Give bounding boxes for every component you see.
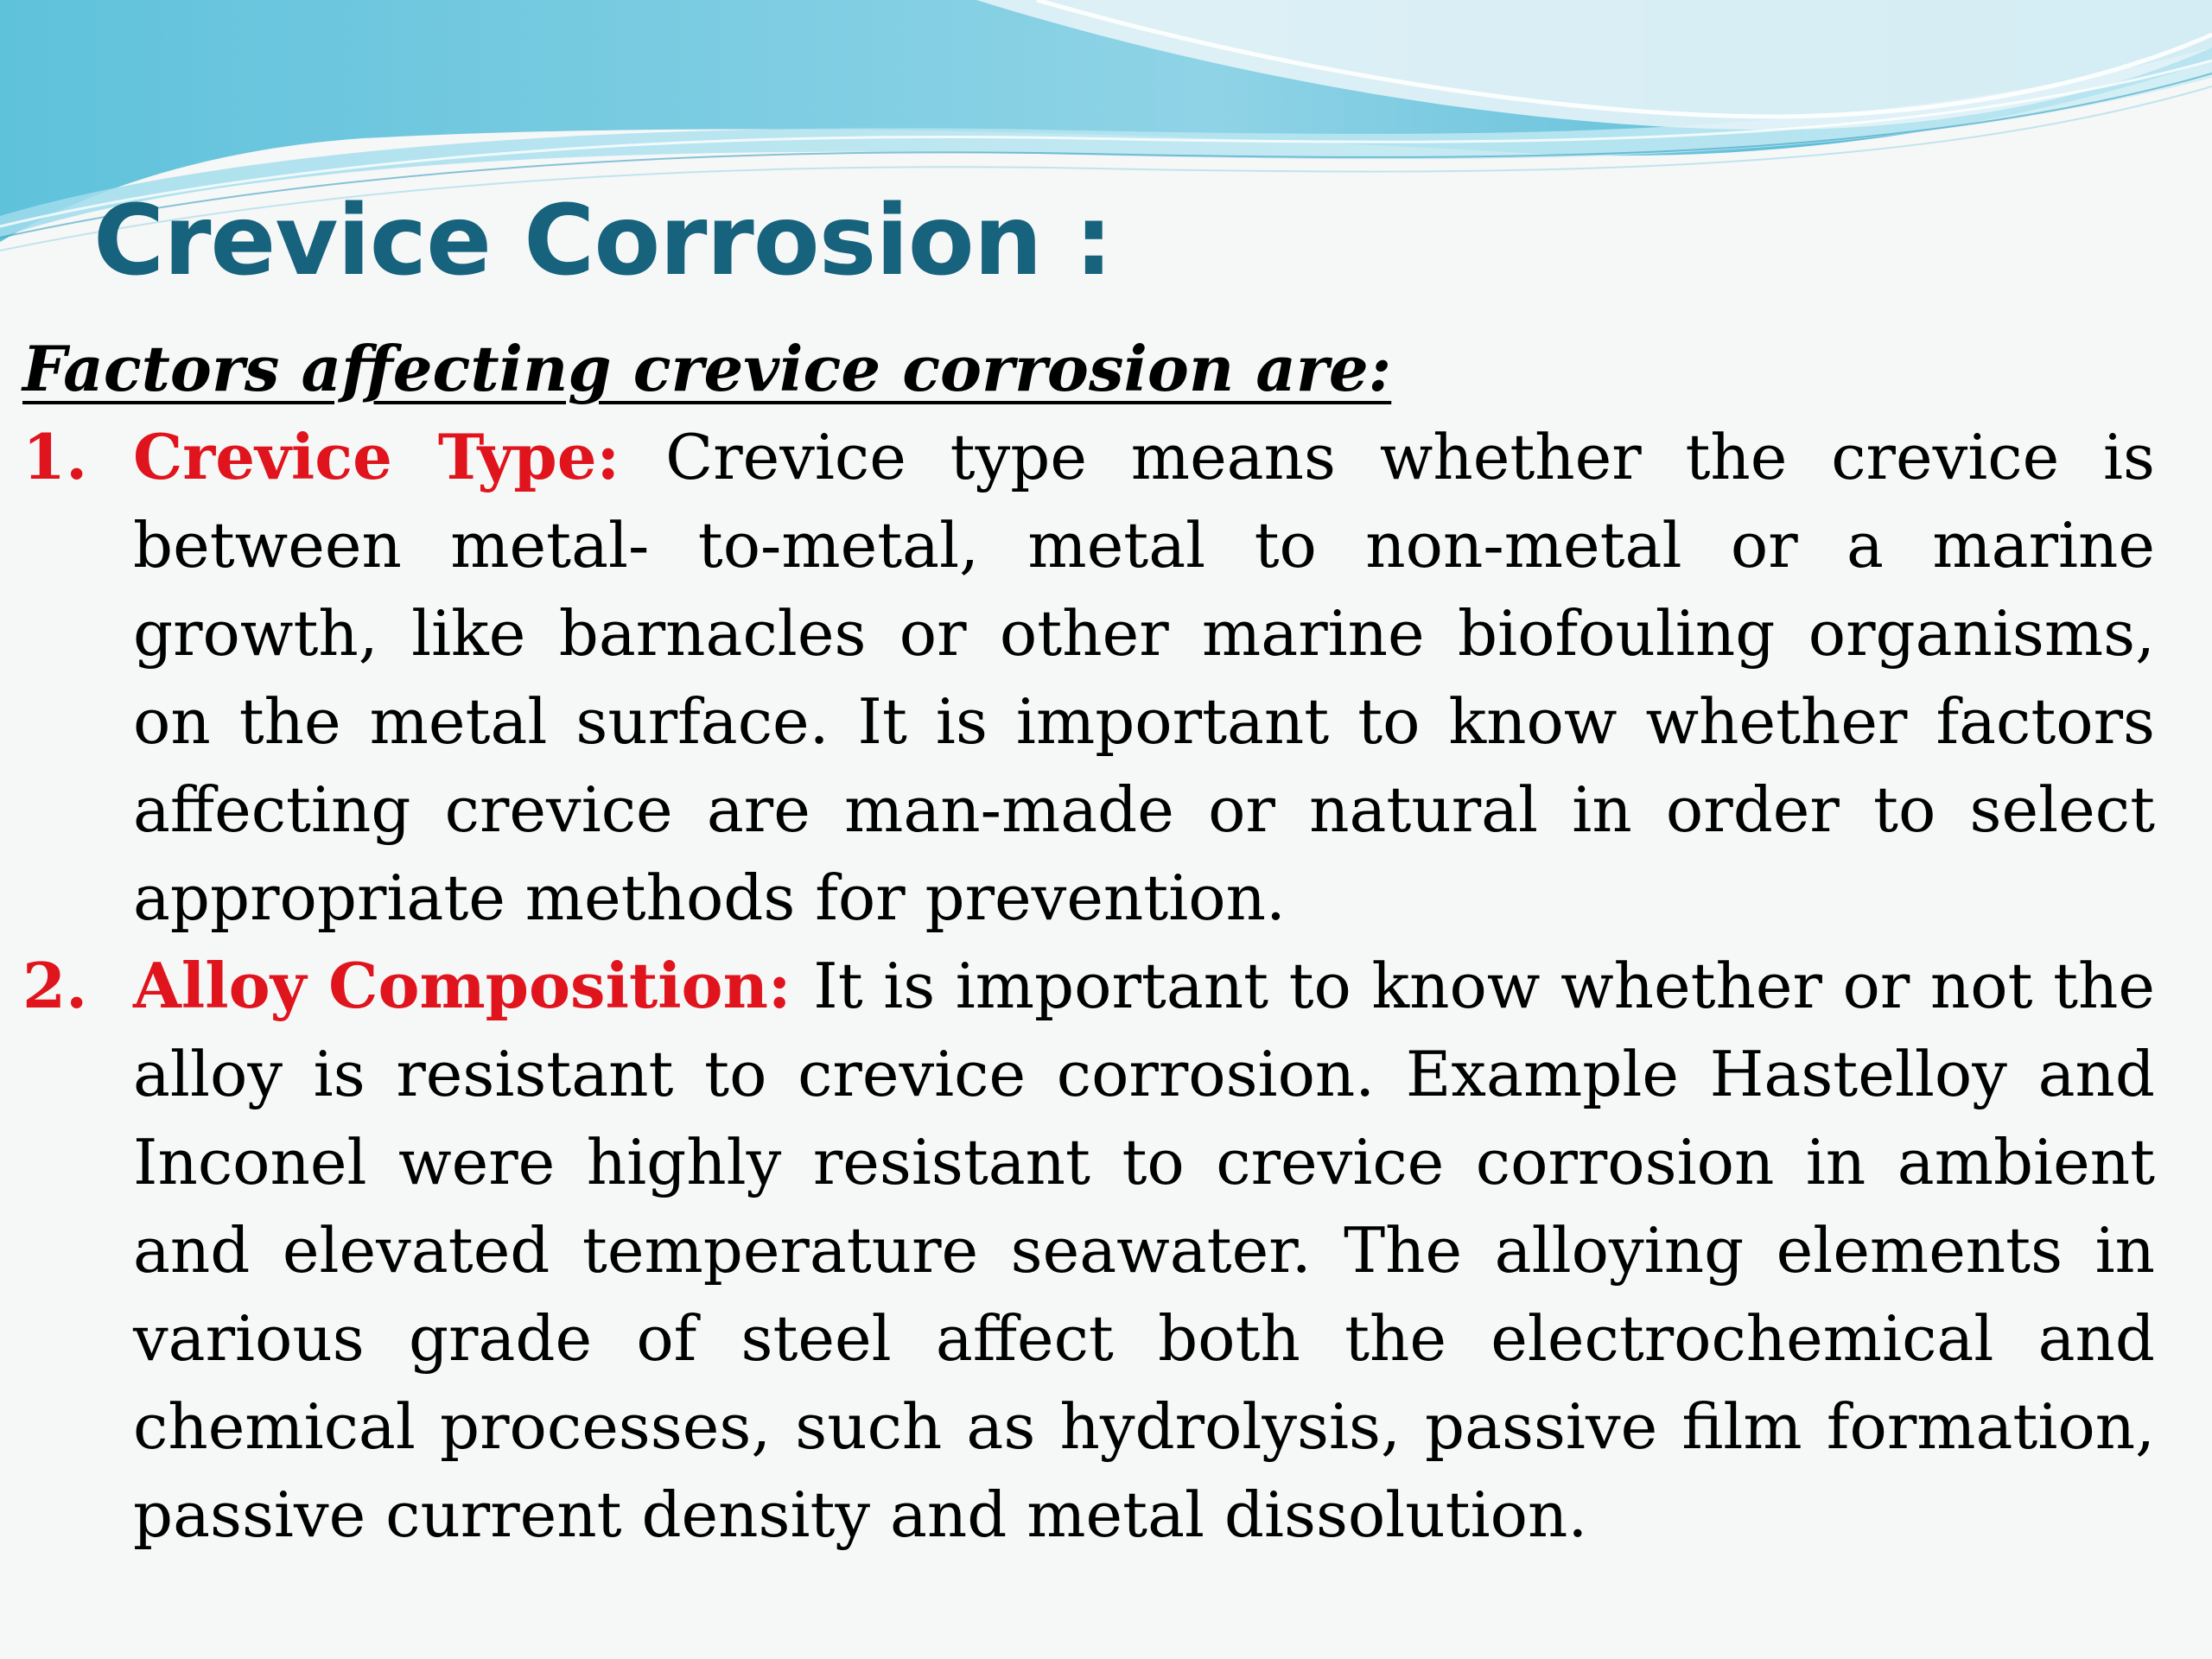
factors-heading: Factors affecting crevice corrosion are: bbox=[22, 332, 1392, 405]
factors-list bbox=[22, 413, 2155, 1559]
list-number: 1. bbox=[22, 420, 88, 493]
factor-item-alloy-composition bbox=[22, 942, 2155, 1559]
list-number: 2. bbox=[22, 949, 88, 1022]
factor-item-crevice-type bbox=[22, 413, 2155, 942]
factor-description: Crevice type means whether the crevice is between metal- to-metal, metal to non-metal or a marine growth, like barnacles or other marine biofouling organisms, on the metal surface. It is important to know whether factors affecting crevice are man-made or natural in order to select appropriate methods for prevention. bbox=[133, 421, 2155, 934]
factor-term: Crevice Type: bbox=[133, 420, 666, 493]
factor-term: Alloy Composition: bbox=[133, 949, 814, 1022]
slide-title: Crevice Corrosion : bbox=[93, 185, 1113, 297]
factor-description: It is important to know whether or not the alloy is resistant to crevice corrosion. Example Hastelloy and Inconel were highly resistant to crevice corrosion in ambient and elevated temperature seawater. The alloying elements in various grade of steel affect both the electrochemical and chemical processes, such as hydrolysis, passive film formation, passive current density and metal dissolution. bbox=[133, 950, 2155, 1551]
slide-content bbox=[22, 325, 2155, 1559]
